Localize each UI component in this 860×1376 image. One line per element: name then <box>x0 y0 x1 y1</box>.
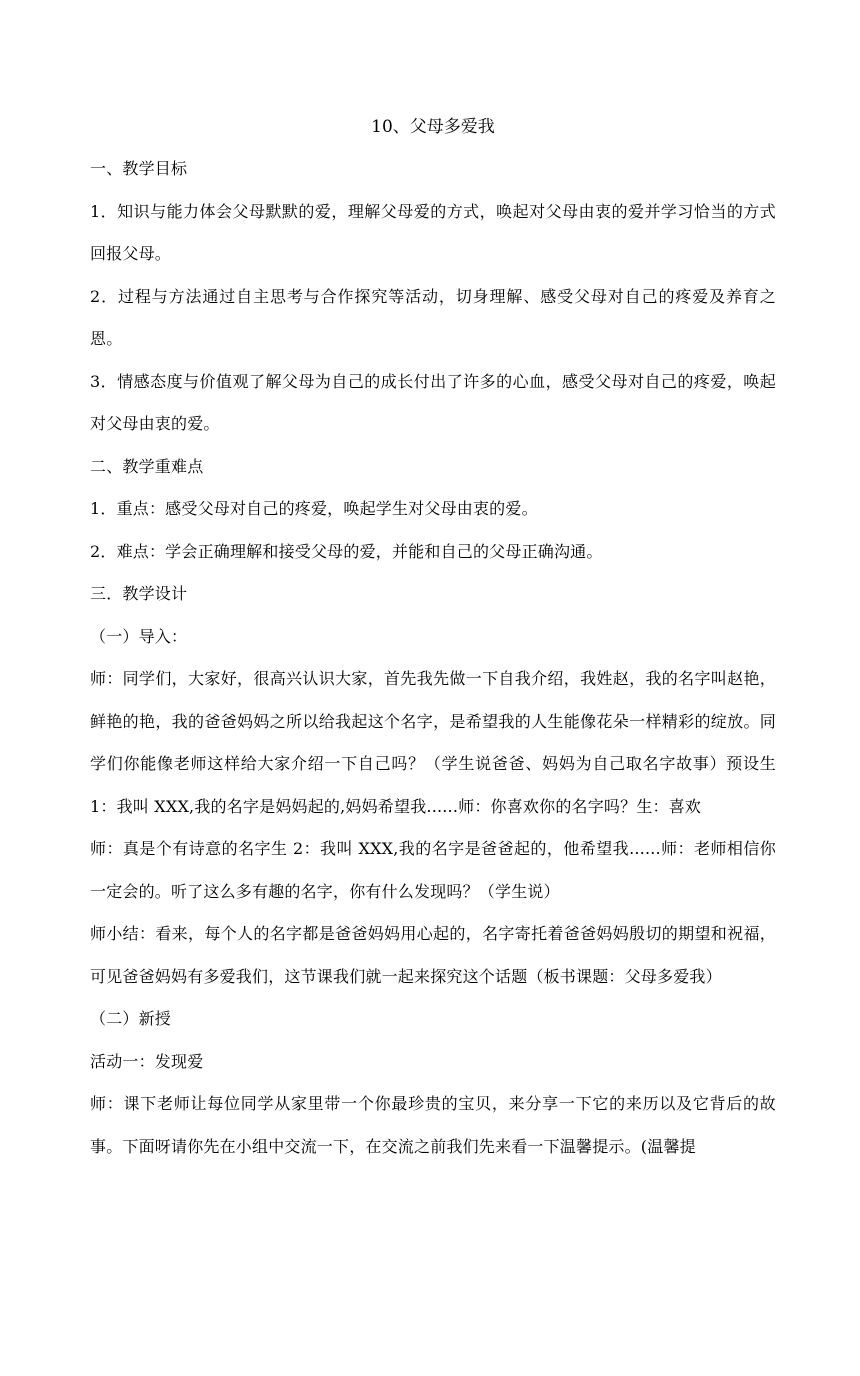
intro-summary: 师小结：看来，每个人的名字都是爸爸妈妈用心起的，名字寄托着爸爸妈妈殷切的期望和祝福，可见爸爸妈妈有多爱我们，这节课我们就一起来探究这个话题（板书课题：父母多爱我） <box>90 924 776 986</box>
activity-paragraph: 师：课下老师让每位同学从家里带一个你最珍贵的宝贝，来分享一下它的来历以及它背后的故事。下面呀请你先在小组中交流一下，在交流之前我们先来看一下温馨提示。(温馨提 <box>90 1094 776 1156</box>
goal-process: 2．过程与方法通过自主思考与合作探究等活动，切身理解、感受父母对自己的疼爱及养育之恩。 <box>90 286 776 348</box>
intro-paragraph-1: 师：同学们，大家好，很高兴认识大家，首先我先做一下自我介绍，我姓赵，我的名字叫赵艳，鲜艳的艳，我的爸爸妈妈之所以给我起这个名字，是希望我的人生能像花朵一样精彩的绽放。同学们你能像老师这样给大家介绍一下自己吗？（学生说爸爸、妈妈为自己取名字故事）预设生 1：我叫 XXX,我的名字是妈妈起的,妈妈希望我......师：你喜欢你的名字吗？生：喜欢 <box>90 669 776 816</box>
section-heading-key-points: 二、教学重难点 <box>90 456 204 476</box>
goal-knowledge: 1．知识与能力体会父母默默的爱，理解父母爱的方式，唤起对父母由衷的爱并学习恰当的方式回报父母。 <box>90 201 776 263</box>
difficult-point: 2．难点：学会正确理解和接受父母的爱，并能和自己的父母正确沟通。 <box>90 541 603 561</box>
activity-heading: 活动一：发现爱 <box>90 1051 204 1071</box>
section-heading-design: 三．教学设计 <box>90 584 188 603</box>
document-title: 10、父母多爱我 <box>371 117 495 137</box>
document-page <box>90 106 776 1168</box>
subsection-heading-new-lesson: （二）新授 <box>90 1009 172 1028</box>
subsection-heading-intro: （一）导入： <box>90 626 188 646</box>
goal-emotion: 3．情感态度与价值观了解父母为自己的成长付出了许多的心血，感受父母对自己的疼爱，唤起对父母由衷的爱。 <box>90 371 776 433</box>
key-point: 1．重点：感受父母对自己的疼爱，唤起学生对父母由衷的爱。 <box>90 499 538 518</box>
section-heading-goals: 一、教学目标 <box>90 159 188 178</box>
intro-paragraph-2: 师：真是个有诗意的名字生 2：我叫 XXX,我的名字是爸爸起的，他希望我......师：老师相信你一定会的。听了这么多有趣的名字，你有什么发现吗？（学生说） <box>90 839 776 901</box>
